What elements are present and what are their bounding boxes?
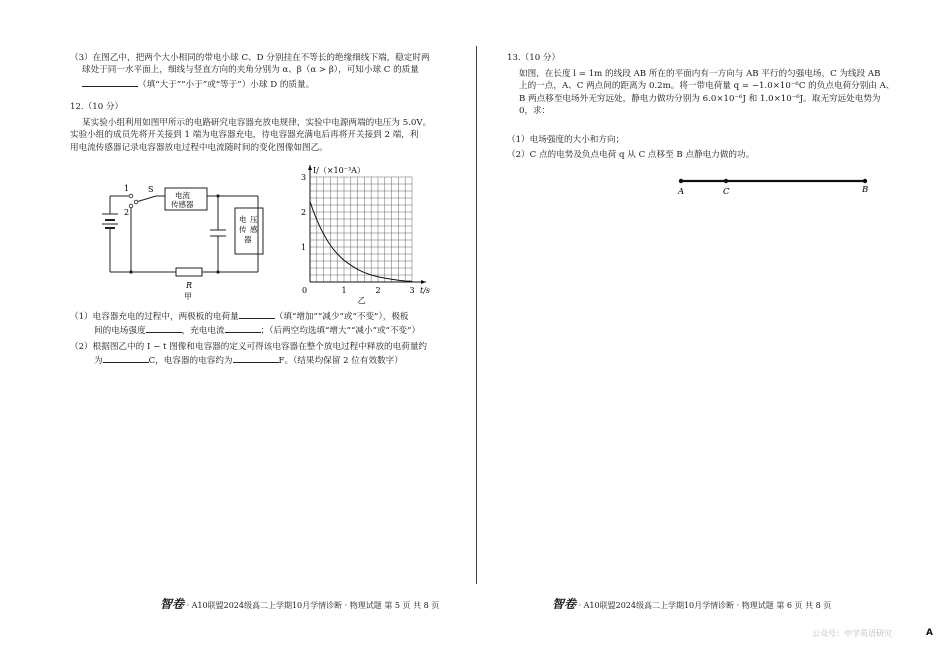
- watermark: 公众号：中学英语研究: [812, 629, 892, 638]
- answer-blank[interactable]: [146, 323, 182, 333]
- resistor-box: [176, 268, 202, 276]
- junction-dot: [129, 270, 132, 273]
- left-footer: [160, 596, 439, 613]
- q12-sub2: [70, 341, 427, 368]
- graph-axes: [308, 165, 426, 284]
- brand-logo: 智卷: [552, 597, 577, 611]
- label-point-b: B: [862, 185, 869, 195]
- q12-intro-3: 用电流传感器记录电容器放电过程中电流随时间的变化图像如图乙。: [70, 142, 328, 153]
- graph-caption: 乙: [357, 296, 366, 304]
- q12-intro-1: 某实验小组利用如图甲所示的电路研究电容器充放电规律，实验中电源两端的电压为 5.0V。: [82, 118, 432, 128]
- discharge-curve: [310, 202, 412, 282]
- label-point-c: C: [723, 187, 730, 197]
- q12-sub1-b: （填“增加”“减少”或“不变”），极板: [274, 312, 409, 322]
- label-terminal-2: 2: [124, 208, 130, 217]
- voltage-sensor-label-3: 传: [239, 225, 247, 234]
- label-terminal-1: 1: [124, 184, 130, 193]
- corner-mark: A: [926, 628, 933, 638]
- y-axis-label: I/（×10⁻³A）: [313, 166, 365, 175]
- brand-logo: 智卷: [160, 597, 185, 611]
- q12-sub2-a: （2）根据图乙中的 I − t 图像和电容器的定义可得该电容器在整个放电过程中释放的电荷量约: [70, 342, 428, 352]
- q12-sub2-line2: [70, 353, 427, 367]
- y-tick-label: 2: [301, 208, 307, 217]
- y-axis-arrow: [308, 165, 312, 170]
- q12-sub1-c: 间的电场强度: [94, 326, 146, 337]
- q12-sub1-d: ，充电电流: [181, 326, 225, 337]
- q13-sub2: （2）C 点的电势及负点电荷 q 从 C 点移至 B 点静电力做的功。: [507, 150, 755, 160]
- q11-3-line3-wrap: [70, 77, 430, 91]
- q12-sub1: [70, 309, 420, 338]
- q13-p1: 如图，在长度 l = 1m 的线段 AB 所在的平面内有一方向与 AB 平行的匀强电场，C 为线段 AB: [519, 69, 881, 79]
- x-axis-arrow: [421, 280, 426, 284]
- page-divider: [476, 46, 477, 584]
- q12-sub1-a: （1）电容器充电的过程中，两极板的电荷量: [70, 312, 239, 322]
- voltage-sensor-label-2: 压: [250, 215, 258, 224]
- voltage-sensor-label-4: 感: [250, 225, 258, 234]
- graph-labels: [301, 166, 430, 304]
- q12-sub1-line1: [70, 309, 420, 323]
- y-tick-label: 3: [301, 173, 307, 182]
- point-a-dot: [679, 179, 683, 183]
- answer-blank[interactable]: [233, 353, 279, 363]
- segment-ab-diagram: [675, 174, 875, 198]
- terminal-2: [129, 204, 133, 208]
- switch-pivot: [134, 200, 138, 204]
- it-graph: [294, 164, 444, 304]
- right-footer-text: · A10联盟2024级高二上学期10月学情诊断 · 物理试题 第 6 页 共 8 页: [578, 601, 832, 610]
- graph-curve: [310, 202, 412, 282]
- q13-heading: 13.（10 分）: [507, 53, 561, 63]
- q11-part3: [70, 52, 430, 91]
- x-tick-label: 1: [341, 286, 347, 295]
- x-axis-label: t/s: [420, 286, 431, 295]
- terminal-1: [129, 194, 133, 198]
- graph-grid: [310, 177, 412, 282]
- q12-sub1-e: ；（后两空均选填“增大”“减小”或“不变”）: [260, 326, 421, 337]
- answer-blank[interactable]: [103, 353, 149, 363]
- q11-3-line3: （填“大于”“小于”或“等于”）小球 D 的质量。: [138, 79, 315, 90]
- x-tick-label: 0: [302, 286, 308, 295]
- q11-3-line1: （3）在图乙中，把两个大小相同的带电小球 C、D 分别挂在不等长的绝缘细线下端，稳定时两: [70, 53, 430, 63]
- q13-p4: 0，求：: [519, 106, 551, 117]
- point-c-dot: [724, 179, 728, 183]
- x-tick-label: 3: [409, 286, 415, 295]
- q13-p2: 上的一点，A、C 两点间的距离为 0.2m。将一带电荷量 q = −1.0×10⁻⁶C 的负点电荷分别由 A、: [519, 81, 895, 92]
- right-footer: [552, 596, 831, 613]
- q13-p3: B 两点移至电场外无穷远处，静电力做功分别为 6.0×10⁻⁶J 和 1.0×10⁻⁶J。取无穷远处电势为: [519, 93, 881, 104]
- voltage-sensor-label-1: 电: [239, 215, 247, 224]
- voltage-sensor-label-5: 器: [244, 235, 252, 244]
- q13-body: [519, 68, 894, 118]
- x-tick-label: 2: [375, 286, 381, 295]
- answer-blank[interactable]: [225, 323, 261, 333]
- left-footer-text: · A10联盟2024级高二上学期10月学情诊断 · 物理试题 第 5 页 共 8 页: [186, 601, 440, 610]
- answer-blank[interactable]: [82, 77, 138, 87]
- label-switch: S: [148, 185, 154, 194]
- q12-sub2-b: 为: [94, 356, 103, 367]
- q12-sub1-line2: [70, 323, 420, 337]
- y-tick-label: 1: [301, 243, 307, 252]
- junction-dot: [216, 270, 219, 273]
- q12-heading: 12.（10 分）: [70, 102, 124, 112]
- label-resistor: R: [186, 281, 193, 290]
- q12-intro: [70, 117, 432, 154]
- point-b-dot: [863, 179, 867, 183]
- circuit-diagram: [98, 178, 278, 300]
- q13-sub1: （1）电场强度的大小和方向；: [507, 135, 625, 145]
- answer-blank[interactable]: [239, 309, 275, 319]
- junction-dot: [216, 194, 219, 197]
- label-point-a: A: [678, 187, 685, 197]
- q12-intro-2: 实验小组的成员先将开关接到 1 端为电容器充电，待电容器充满电后再将开关接到 2 端，利: [70, 130, 419, 141]
- circuit-caption: 甲: [184, 292, 192, 300]
- current-sensor-label-1: 电流: [175, 191, 190, 200]
- current-sensor-label-2: 传感器: [171, 200, 194, 209]
- switch-blade: [136, 196, 156, 202]
- q12-sub2-c: C，电容器的电容约为: [148, 356, 233, 367]
- q11-3-line2: 球处于同一水平面上，细线与竖直方向的夹角分别为 α、β（α > β），可知小球 C 的质量: [82, 65, 419, 76]
- q12-sub2-d: F。（结果均保留 2 位有效数字）: [278, 356, 403, 367]
